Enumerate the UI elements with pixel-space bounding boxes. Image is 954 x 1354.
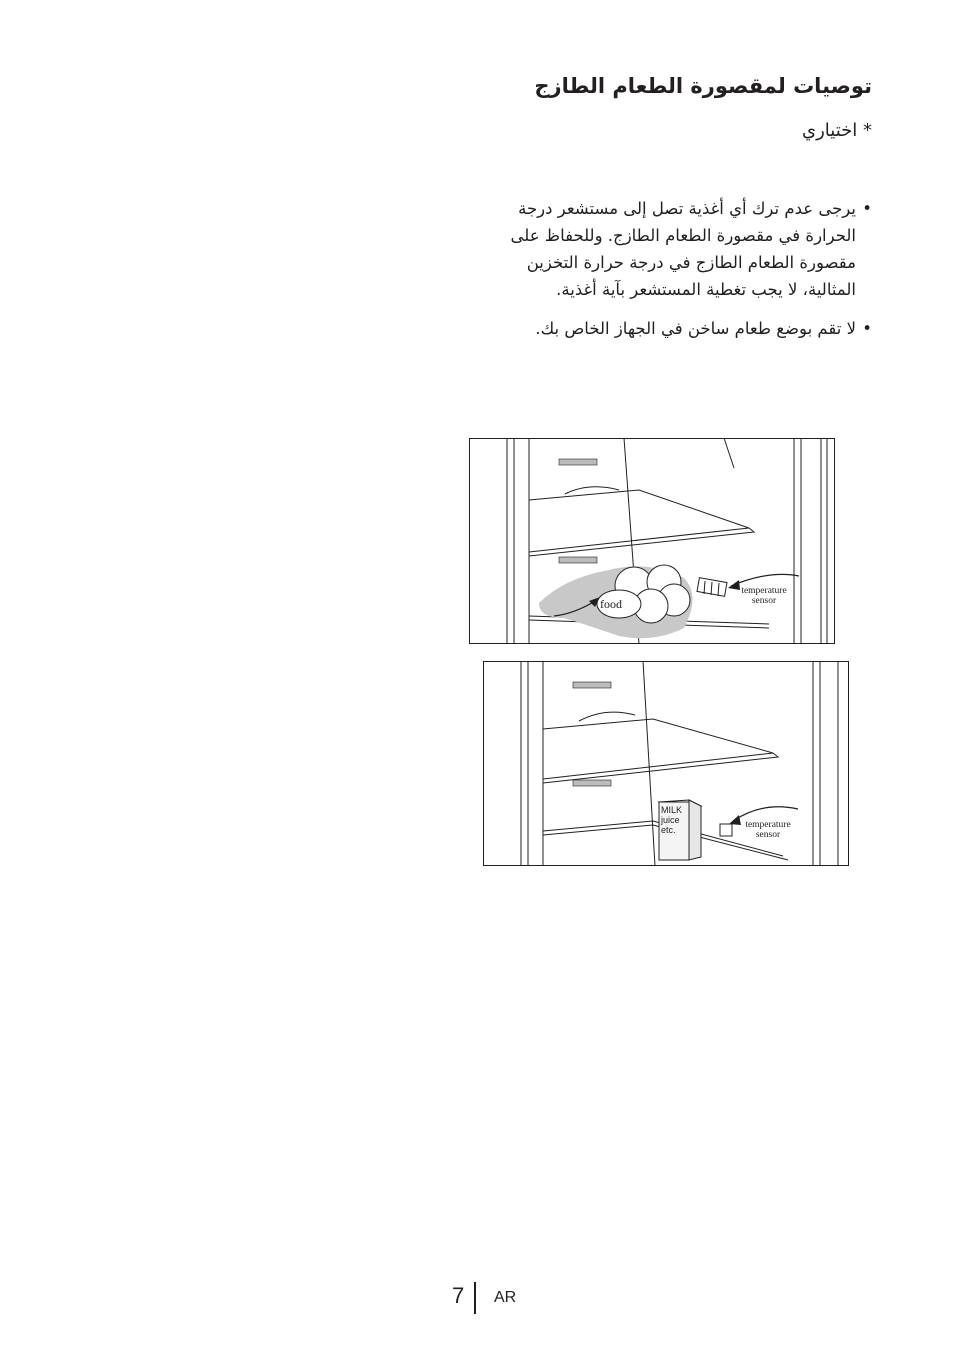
sensor-label-line1: temperature: [741, 586, 787, 596]
package-label-line2: juice: [661, 815, 680, 825]
sensor-label-line2: sensor: [751, 596, 777, 606]
recommendations-list: [472, 195, 872, 354]
page-title: توصيات لمقصورة الطعام الطازج: [534, 74, 872, 98]
figure-package-sensor: [483, 661, 849, 866]
list-item: [472, 195, 872, 303]
page-number: 7: [452, 1283, 465, 1308]
package-label-line1: MILK: [661, 805, 683, 815]
optional-note: * اختياري: [802, 120, 872, 141]
footer-divider: [474, 1282, 476, 1314]
package-label-line3: etc.: [661, 825, 676, 835]
sensor-label-line1: temperature: [745, 820, 791, 830]
bullet-marker: •: [862, 199, 872, 218]
language-code: AR: [494, 1289, 517, 1306]
food-label: food: [600, 597, 622, 611]
list-item-text: يرجى عدم ترك أي أغذية تصل إلى مستشعر درجة الحرارة في مقصورة الطعام الطازج. وللحفاظ على مقصورة الطعام الطازج في درجة حرارة التخزين المثالية، لا يجب تغطية المستشعر بآية أغذية.: [510, 199, 856, 299]
fridge-illustration-food: [469, 438, 835, 644]
sensor-label-line2: sensor: [755, 830, 781, 840]
list-item-text: لا تقم بوضع طعام ساخن في الجهاز الخاص بك.: [535, 319, 856, 338]
list-item: [472, 315, 872, 342]
figure-food-sensor: [469, 438, 835, 644]
bullet-marker: •: [862, 319, 872, 338]
fridge-illustration-package: [483, 661, 849, 866]
